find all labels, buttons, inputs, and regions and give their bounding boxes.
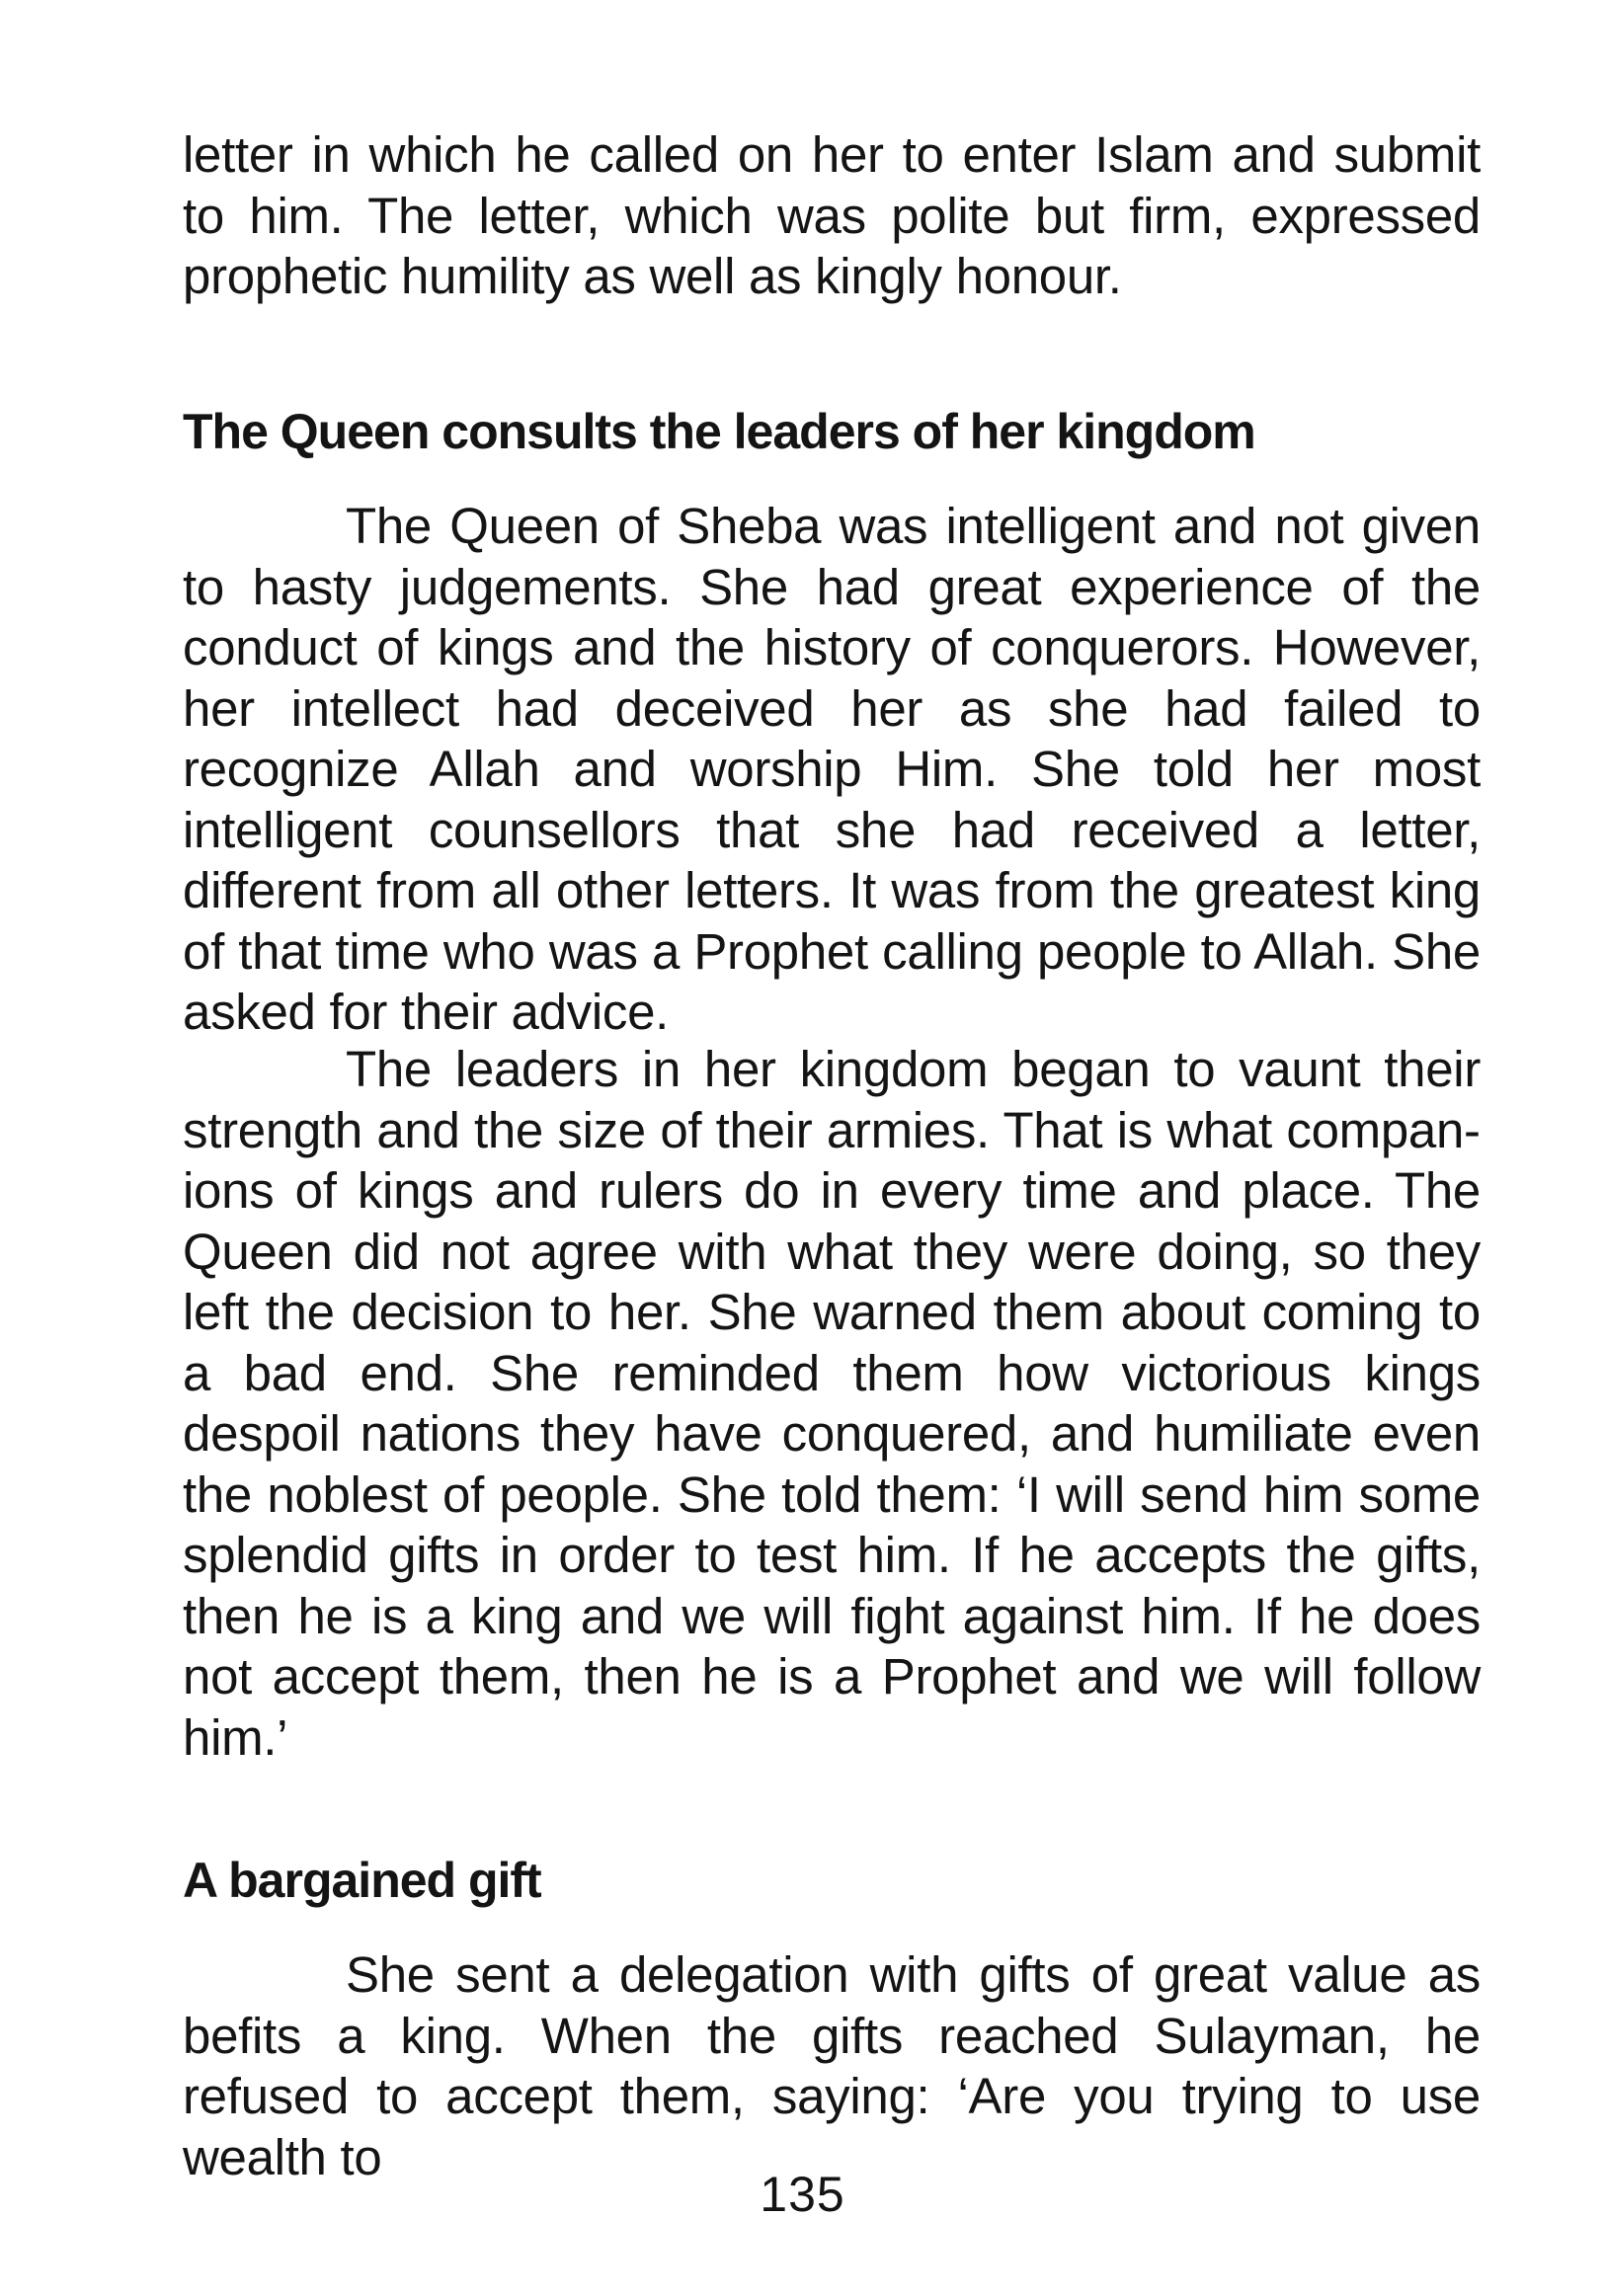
paragraph-leaders-vaunt: The leaders in her kingdom began to vaunt their strength and the size of their armies. That is what companions of kings and rulers do in every time and place. The Queen did not agree with what they were doing, so they left the decision to her. She warned them about coming to a bad end. She reminded them how victorious kings despoil nations they have conquered, and humiliate even the noblest of people. She told them: ‘I will send him some splendid gifts in order to test him. If he accepts the gifts, then he is a king and we will fight against him. If he does not accept them, then he is a Prophet and we will follow him.’	[183, 1041, 1481, 1766]
paragraph-delegation-gifts: She sent a delegation with gifts of great value as befits a king. When the gifts reached Sulayman, he refused to accept them, saying: ‘Are you trying to use wealth to	[183, 1946, 1481, 2185]
section-heading-queen-consults: The Queen consults the leaders of her kingdom	[183, 404, 1255, 459]
paragraph-continued: letter in which he called on her to enter Islam and submit to him. The letter, which was polite but firm, expressed prophetic humility as well as kingly honour.	[183, 126, 1481, 304]
page-number: 135	[760, 2167, 845, 2222]
paragraph-queen-of-sheba: The Queen of Sheba was intelligent and not given to hasty judgements. She had great experience of the conduct of kings and the history of conquerors. However, her intellect had deceived her as she had failed to recognize Allah and worship Him. She told her most intelligent counsellors that she had received a letter, different from all other letters. It was from the greatest king of that time who was a Prophet calling people to Allah. She asked for their advice.	[183, 498, 1481, 1040]
section-heading-bargained-gift: A bargained gift	[183, 1853, 541, 1908]
